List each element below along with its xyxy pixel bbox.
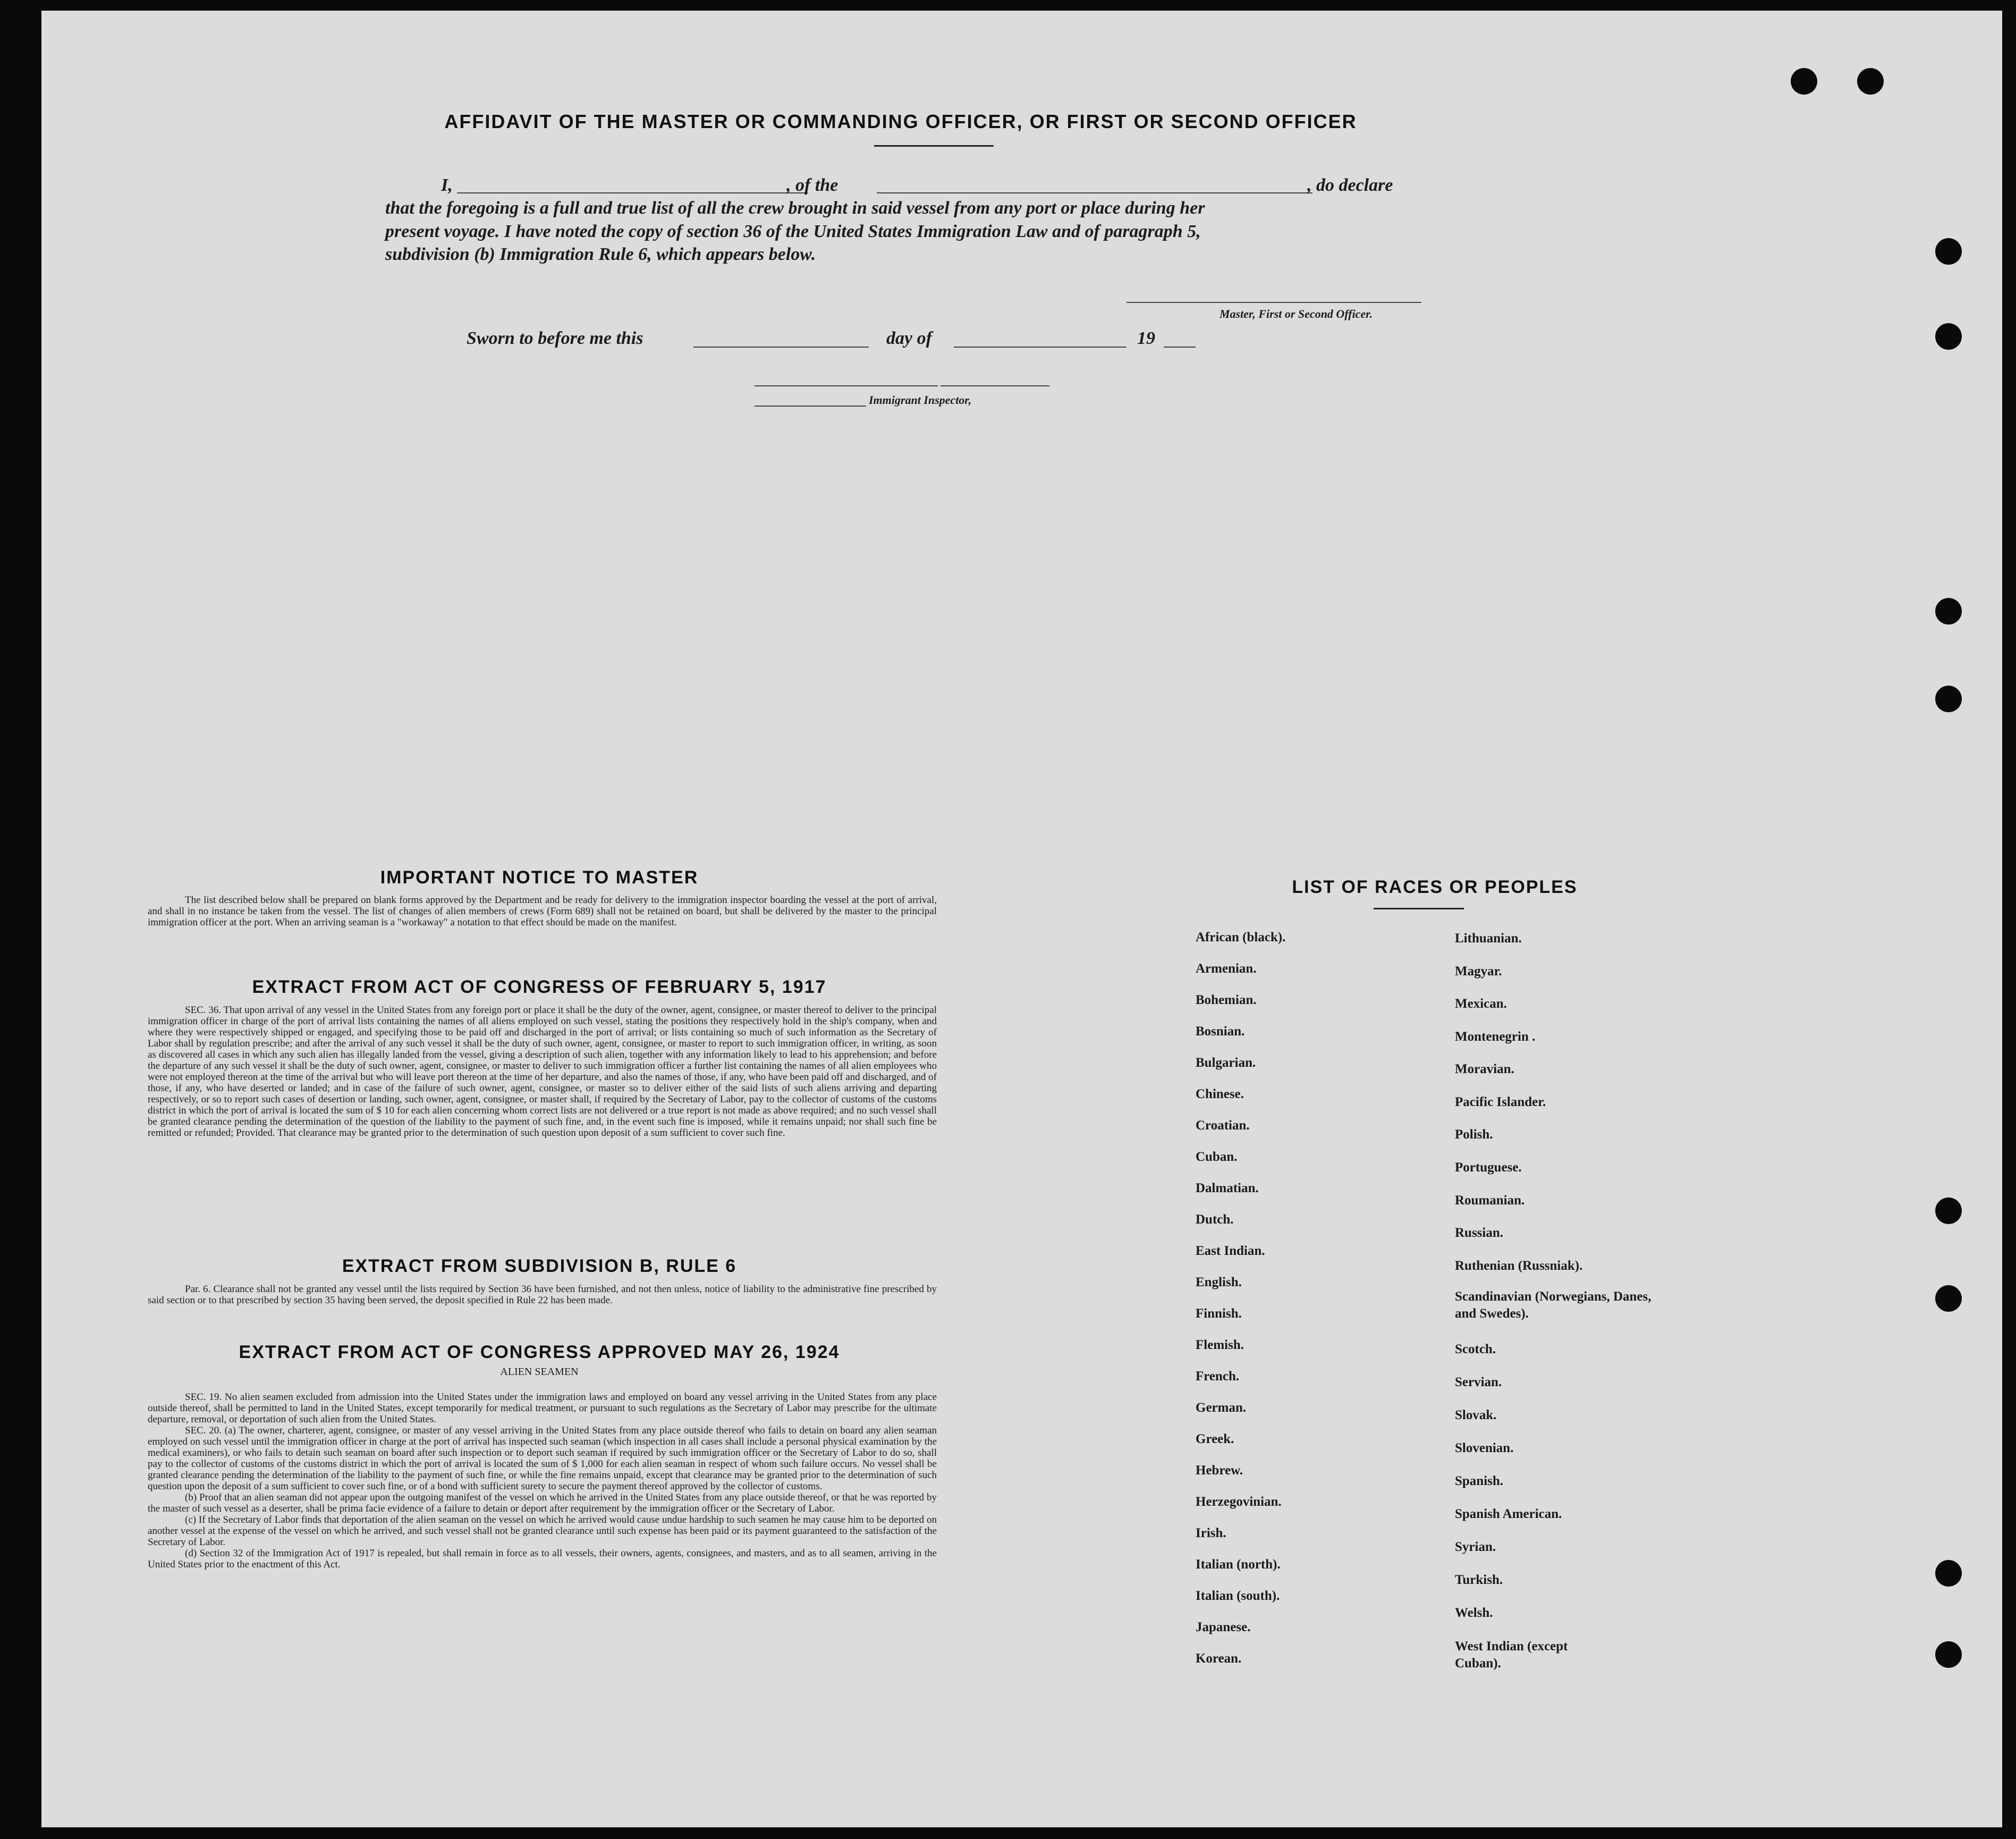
race-item: Mexican. [1455, 997, 1507, 1011]
race-item: Scotch. [1455, 1342, 1496, 1356]
race-item: Turkish. [1455, 1573, 1503, 1587]
affidavit-body-2: present voyage. I have noted the copy of section 36 of the United States Immigration Law and of paragraph 5, [385, 222, 1201, 241]
race-item: German. [1196, 1401, 1247, 1415]
extract-rule6-title: EXTRACT FROM SUBDIVISION B, RULE 6 [342, 1256, 737, 1276]
affidavit-of-the: , of the [786, 175, 838, 195]
day-of-label: day of [886, 328, 932, 348]
punch-hole [1935, 1641, 1962, 1668]
race-item: Slovak. [1455, 1408, 1497, 1422]
race-item: Flemish. [1196, 1338, 1244, 1352]
inspector-blank-3[interactable] [755, 406, 866, 407]
affidavit-body-3: subdivision (b) Immigration Rule 6, which appears below. [385, 244, 816, 264]
extract-1924-sec19: SEC. 19. No alien seamen excluded from admission into the United States under the immigration laws and employed on board any vessel arriving in the United States from any place outside thereof, shall be permitted to land in the United States, except temporarily for medical treatment, or pursuant to such regulations as the Secretary of Labor may prescribe for the ultimate departure, removal, or deportation of such alien from the United States. [148, 1391, 937, 1425]
race-item: Cuban. [1196, 1150, 1238, 1164]
title-underline [874, 145, 994, 147]
punch-hole [1791, 68, 1817, 95]
race-item: Dalmatian. [1196, 1181, 1259, 1195]
race-item: Montenegrin . [1455, 1030, 1536, 1044]
race-item: West Indian (except Cuban). [1455, 1639, 1568, 1671]
races-title-underline [1374, 908, 1464, 909]
race-item: Syrian. [1455, 1540, 1496, 1554]
race-item: French. [1196, 1369, 1240, 1384]
affidavit-do-declare: , do declare [1307, 175, 1393, 195]
extract-1917-title: EXTRACT FROM ACT OF CONGRESS OF FEBRUARY 5, 1917 [252, 977, 827, 997]
inspector-label: Immigrant Inspector, [869, 393, 972, 407]
extract-1924-sec20a: SEC. 20. (a) The owner, charterer, agent, consignee, or master of any vessel arriving in the United States from any place outside thereof who fails to detain on board any alien seaman employed on such vessel until the immigration officer in charge at the port of arrival has inspected such seaman (which inspection in all cases shall include a personal physical examination by the medical examiners), or who fails to detain such seaman on board after such inspection or to deport such seaman if required by such immigration officer or the Secretary of Labor to do so, shall pay to the collector of customs of the customs district in which the port of arrival is located the sum of $ 1,000 for each alien seaman in respect of whom such failure occurs. No vessel shall be granted clearance pending the determination of the liability to the payment of such fine, or while the fine remains unpaid, except that clearance may be granted prior to the determination of such question upon the deposit of a sum sufficient to cover such fine, or of a bond with sufficient surety to secure the payment thereof approved by the collector of customs. [148, 1425, 937, 1492]
notice-text: The list described below shall be prepared on blank forms approved by the Department and be ready for delivery to the immigration inspector boarding the vessel at the port of arrival, and shall in no instance be taken from the vessel. The list of changes of alien members of crews (Form 689) shall not be retained on board, but shall be delivered by the master to the principal immigration officer at the port. When an arriving seaman is a "workaway" a notation to that effect should be made on the manifest. [148, 895, 937, 928]
punch-hole [1935, 1285, 1962, 1312]
race-item: Servian. [1455, 1375, 1502, 1389]
race-item: Polish. [1455, 1127, 1493, 1142]
inspector-blank-1[interactable] [755, 385, 938, 386]
race-item: Slovenian. [1455, 1441, 1514, 1455]
race-item: Italian (north). [1196, 1557, 1281, 1572]
punch-hole [1935, 686, 1962, 712]
race-item: Korean. [1196, 1651, 1242, 1666]
punch-hole [1935, 1560, 1962, 1587]
affidavit-body-1: that the foregoing is a full and true list of all the crew brought in said vessel from any port or place during her [385, 198, 1205, 218]
extract-1924-body [148, 1391, 937, 1570]
race-item: Spanish. [1455, 1474, 1504, 1488]
race-item: Welsh. [1455, 1606, 1493, 1620]
race-item: Chinese. [1196, 1087, 1244, 1101]
race-item: Bohemian. [1196, 993, 1257, 1007]
notice-title: IMPORTANT NOTICE TO MASTER [380, 867, 699, 888]
sworn-month-blank[interactable] [954, 347, 1126, 348]
race-item: Hebrew. [1196, 1463, 1243, 1478]
punch-hole [1935, 238, 1962, 265]
race-item: East Indian. [1196, 1244, 1265, 1258]
race-item: Portuguese. [1455, 1160, 1522, 1175]
punch-hole [1935, 1197, 1962, 1224]
punch-hole [1935, 598, 1962, 625]
race-item: African (black). [1196, 930, 1286, 944]
punch-hole [1935, 323, 1962, 350]
extract-rule6-text: Par. 6. Clearance shall not be granted any vessel until the lists required by Section 36 have been furnished, and not then unless, notice of liability to the administrative fine prescribed by said section or to that prescribed by section 35 having been served, the deposit specified in Rule 22 has been made. [148, 1284, 937, 1306]
race-item: Magyar. [1455, 964, 1502, 978]
year-prefix: 19 [1137, 328, 1155, 348]
signature-blank[interactable] [1126, 302, 1421, 303]
race-item: Bosnian. [1196, 1024, 1245, 1039]
race-item: Scandinavian (Norwegians, Danes, and Swedes). [1455, 1289, 1651, 1321]
race-item: Ruthenian (Russniak). [1455, 1259, 1583, 1273]
inspector-blank-2[interactable] [941, 385, 1049, 386]
race-item: Bulgarian. [1196, 1056, 1256, 1070]
race-item: Spanish American. [1455, 1507, 1562, 1521]
extract-1924-title: EXTRACT FROM ACT OF CONGRESS APPROVED MAY 26, 1924 [239, 1342, 840, 1362]
extract-1924-subtitle: ALIEN SEAMEN [500, 1366, 579, 1378]
name-blank[interactable] [457, 192, 808, 193]
sworn-label: Sworn to before me this [467, 328, 643, 348]
signature-label: Master, First or Second Officer. [1219, 307, 1373, 320]
race-item: Italian (south). [1196, 1589, 1280, 1603]
race-item: Herzegovinian. [1196, 1495, 1282, 1509]
race-item: Moravian. [1455, 1062, 1514, 1076]
race-item: Lithuanian. [1455, 931, 1522, 946]
extract-1924-sec20b: (b) Proof that an alien seaman did not appear upon the outgoing manifest of the vessel on which he arrived in the United States from any place outside thereof, or that he was reported by the master of such vessel as a deserter, shall be prima facie evidence of a failure to detain or deport after requirement by the immigration officer or the Secretary of Labor. [148, 1492, 937, 1514]
extract-1917-text: SEC. 36. That upon arrival of any vessel in the United States from any foreign port or place it shall be the duty of the owner, agent, consignee, or master thereof to deliver to the principal immigration officer in charge of the port of arrival lists containing the names of all aliens employed on such vessel, stating the positions they respectively hold in the ship's company, when and where they were respectively shipped or engaged, and specifying those to be paid off and discharged in the port of arrival; or lists containing so much of such information as the Secretary of Labor shall by regulation prescribe; and after the arrival of any such vessel it shall be the duty of such owner, agent, consignee, or master to report to such immigration officer, in writing, as soon as discovered all cases in which any such alien has illegally landed from the vessel, giving a description of such alien, together with any information likely to lead to his apprehension; and before the departure of any such vessel it shall be the duty of such owner, agent, consignee, or master to deliver to such immigration officer a further list containing the names of all alien employees who were not employed thereon at the time of the arrival but who will leave port thereon at the time of her departure, and also the names of those, if any, who have been paid off and discharged, and of those, if any, who have deserted or landed; and in case of the failure of such owner, agent, consignee, or master so to deliver either of the said lists of such aliens arriving and departing respectively, or so to report such cases of desertion or landing, such owner, agent, consignee, or master shall, if required by the Secretary of Labor, pay to the collector of customs of the customs district in which the port of arrival is located the sum of $ 10 for each alien concerning whom correct lists are not delivered or a true report is not made as above required; and no such vessel shall be granted clearance pending the determination of the question of the liability to the payment of such fine, and, in the event such fine is imposed, while it remains unpaid; nor shall such fine be remitted or refunded; Provided. That clearance may be granted prior to the determination of such question upon deposit of a sum sufficient to cover such fine. [148, 1005, 937, 1138]
extract-1924-sec20d: (d) Section 32 of the Immigration Act of 1917 is repealed, but shall remain in force as to all vessels, their owners, agents, consignees, and masters, and as to all seamen, arriving in the United States prior to the enactment of this Act. [148, 1548, 937, 1570]
race-item: Japanese. [1196, 1620, 1251, 1634]
race-item: Armenian. [1196, 961, 1257, 976]
sworn-day-blank[interactable] [693, 347, 869, 348]
punch-hole [1857, 68, 1884, 95]
affidavit-title: AFFIDAVIT OF THE MASTER OR COMMANDING OFFICER, OR FIRST OR SECOND OFFICER [444, 111, 1357, 132]
race-item: Russian. [1455, 1226, 1504, 1240]
extract-1924-sec20c: (c) If the Secretary of Labor finds that deportation of the alien seaman on the vessel on which he arrived would cause undue hardship to such seamen he may cause him to be deported on another vessel at the expense of the vessel on which he arrived, and such vessel shall not be granted clearance until such expense has been paid or its payment guaranteed to the satisfaction of the Secretary of Labor. [148, 1514, 937, 1548]
race-item: Irish. [1196, 1526, 1226, 1540]
race-item: Roumanian. [1455, 1193, 1525, 1208]
race-item: Dutch. [1196, 1212, 1234, 1227]
race-item: Croatian. [1196, 1118, 1250, 1133]
vessel-blank[interactable] [877, 192, 1312, 193]
race-item: English. [1196, 1275, 1242, 1289]
races-title: LIST OF RACES OR PEOPLES [1292, 877, 1578, 897]
race-item: Greek. [1196, 1432, 1234, 1446]
race-item: Pacific Islander. [1455, 1095, 1546, 1109]
race-item: Finnish. [1196, 1306, 1242, 1321]
sworn-year-blank[interactable] [1164, 347, 1196, 348]
affidavit-i-label: I, [441, 175, 453, 195]
